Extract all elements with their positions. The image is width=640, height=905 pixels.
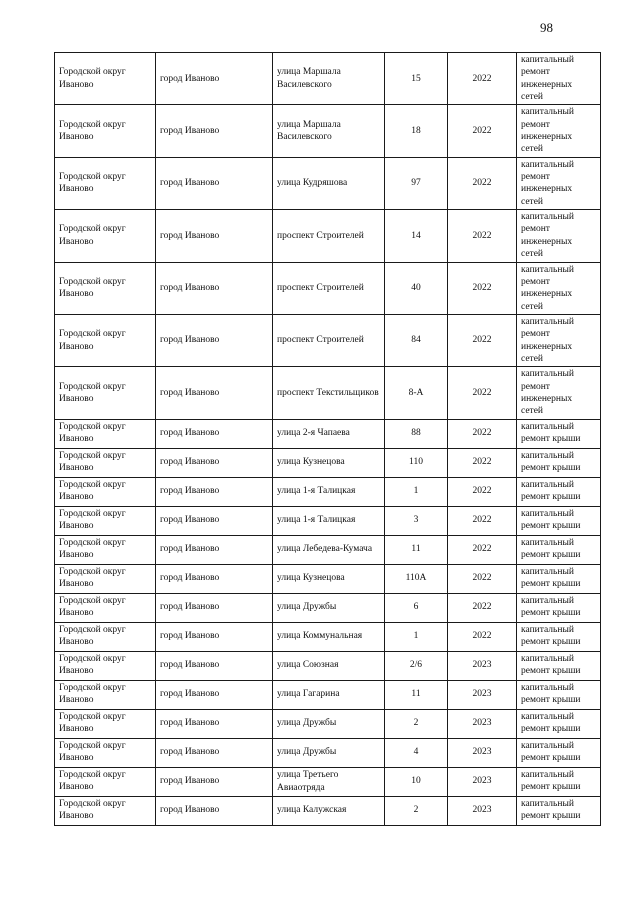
- house-number-cell: 110: [385, 448, 448, 477]
- year-cell: 2022: [448, 564, 517, 593]
- work-type-cell: капитальный ремонт крыши: [517, 448, 601, 477]
- district-cell: Городской округ Иваново: [55, 448, 156, 477]
- district-cell: Городской округ Иваново: [55, 767, 156, 796]
- table-row: [55, 709, 601, 738]
- year-cell: 2022: [448, 448, 517, 477]
- city-cell: город Иваново: [156, 709, 273, 738]
- street-cell: проспект Строителей: [273, 210, 385, 262]
- city-cell: город Иваново: [156, 796, 273, 825]
- district-cell: Городской округ Иваново: [55, 105, 156, 157]
- table-row: [55, 314, 601, 366]
- table-row: [55, 419, 601, 448]
- year-cell: 2022: [448, 210, 517, 262]
- district-cell: Городской округ Иваново: [55, 593, 156, 622]
- year-cell: 2022: [448, 477, 517, 506]
- table-body: [55, 53, 601, 826]
- city-cell: город Иваново: [156, 593, 273, 622]
- year-cell: 2022: [448, 367, 517, 419]
- district-cell: Городской округ Иваново: [55, 709, 156, 738]
- city-cell: город Иваново: [156, 506, 273, 535]
- street-cell: проспект Строителей: [273, 262, 385, 314]
- work-type-cell: капитальный ремонт инженерных сетей: [517, 314, 601, 366]
- table-row: [55, 105, 601, 157]
- work-type-cell: капитальный ремонт крыши: [517, 564, 601, 593]
- house-number-cell: 88: [385, 419, 448, 448]
- house-number-cell: 3: [385, 506, 448, 535]
- city-cell: город Иваново: [156, 564, 273, 593]
- year-cell: 2022: [448, 506, 517, 535]
- work-type-cell: капитальный ремонт крыши: [517, 593, 601, 622]
- street-cell: улица Дружбы: [273, 738, 385, 767]
- city-cell: город Иваново: [156, 419, 273, 448]
- street-cell: улица 1-я Талицкая: [273, 477, 385, 506]
- year-cell: 2022: [448, 105, 517, 157]
- year-cell: 2022: [448, 622, 517, 651]
- city-cell: город Иваново: [156, 53, 273, 105]
- year-cell: 2022: [448, 535, 517, 564]
- work-type-cell: капитальный ремонт крыши: [517, 796, 601, 825]
- house-number-cell: 2: [385, 709, 448, 738]
- year-cell: 2023: [448, 767, 517, 796]
- year-cell: 2022: [448, 157, 517, 209]
- district-cell: Городской округ Иваново: [55, 53, 156, 105]
- house-number-cell: 10: [385, 767, 448, 796]
- table-row: [55, 448, 601, 477]
- district-cell: Городской округ Иваново: [55, 796, 156, 825]
- house-number-cell: 11: [385, 680, 448, 709]
- work-type-cell: капитальный ремонт инженерных сетей: [517, 157, 601, 209]
- table-row: [55, 796, 601, 825]
- work-type-cell: капитальный ремонт крыши: [517, 651, 601, 680]
- city-cell: город Иваново: [156, 622, 273, 651]
- year-cell: 2023: [448, 651, 517, 680]
- city-cell: город Иваново: [156, 535, 273, 564]
- district-cell: Городской округ Иваново: [55, 738, 156, 767]
- house-number-cell: 110А: [385, 564, 448, 593]
- house-number-cell: 1: [385, 622, 448, 651]
- year-cell: 2022: [448, 262, 517, 314]
- house-number-cell: 4: [385, 738, 448, 767]
- house-number-cell: 1: [385, 477, 448, 506]
- house-number-cell: 14: [385, 210, 448, 262]
- street-cell: проспект Строителей: [273, 314, 385, 366]
- table-row: [55, 210, 601, 262]
- year-cell: 2023: [448, 738, 517, 767]
- house-number-cell: 84: [385, 314, 448, 366]
- district-cell: Городской округ Иваново: [55, 651, 156, 680]
- street-cell: улица Союзная: [273, 651, 385, 680]
- work-type-cell: капитальный ремонт инженерных сетей: [517, 53, 601, 105]
- work-type-cell: капитальный ремонт крыши: [517, 622, 601, 651]
- work-type-cell: капитальный ремонт крыши: [517, 419, 601, 448]
- city-cell: город Иваново: [156, 448, 273, 477]
- district-cell: Городской округ Иваново: [55, 367, 156, 419]
- house-number-cell: 11: [385, 535, 448, 564]
- table-row: [55, 680, 601, 709]
- work-type-cell: капитальный ремонт крыши: [517, 738, 601, 767]
- year-cell: 2022: [448, 419, 517, 448]
- work-type-cell: капитальный ремонт крыши: [517, 477, 601, 506]
- street-cell: улица Кудряшова: [273, 157, 385, 209]
- work-type-cell: капитальный ремонт крыши: [517, 680, 601, 709]
- house-number-cell: 15: [385, 53, 448, 105]
- year-cell: 2022: [448, 314, 517, 366]
- table-row: [55, 767, 601, 796]
- table-row: [55, 651, 601, 680]
- city-cell: город Иваново: [156, 105, 273, 157]
- table-row: [55, 367, 601, 419]
- street-cell: улица Маршала Василевского: [273, 53, 385, 105]
- table-row: [55, 564, 601, 593]
- street-cell: улица Маршала Василевского: [273, 105, 385, 157]
- city-cell: город Иваново: [156, 767, 273, 796]
- street-cell: улица Калужская: [273, 796, 385, 825]
- district-cell: Городской округ Иваново: [55, 314, 156, 366]
- city-cell: город Иваново: [156, 367, 273, 419]
- district-cell: Городской округ Иваново: [55, 680, 156, 709]
- year-cell: 2023: [448, 796, 517, 825]
- street-cell: улица Третьего Авиаотряда: [273, 767, 385, 796]
- street-cell: улица Кузнецова: [273, 448, 385, 477]
- district-cell: Городской округ Иваново: [55, 262, 156, 314]
- year-cell: 2022: [448, 53, 517, 105]
- house-number-cell: 2: [385, 796, 448, 825]
- work-type-cell: капитальный ремонт крыши: [517, 535, 601, 564]
- table-row: [55, 262, 601, 314]
- street-cell: улица Дружбы: [273, 593, 385, 622]
- year-cell: 2023: [448, 680, 517, 709]
- district-cell: Городской округ Иваново: [55, 477, 156, 506]
- city-cell: город Иваново: [156, 157, 273, 209]
- district-cell: Городской округ Иваново: [55, 157, 156, 209]
- work-type-cell: капитальный ремонт инженерных сетей: [517, 210, 601, 262]
- house-number-cell: 40: [385, 262, 448, 314]
- work-type-cell: капитальный ремонт инженерных сетей: [517, 367, 601, 419]
- house-number-cell: 8-А: [385, 367, 448, 419]
- year-cell: 2022: [448, 593, 517, 622]
- city-cell: город Иваново: [156, 680, 273, 709]
- city-cell: город Иваново: [156, 210, 273, 262]
- street-cell: улица 1-я Талицкая: [273, 506, 385, 535]
- house-number-cell: 97: [385, 157, 448, 209]
- district-cell: Городской округ Иваново: [55, 535, 156, 564]
- street-cell: улица Коммунальная: [273, 622, 385, 651]
- table-row: [55, 477, 601, 506]
- city-cell: город Иваново: [156, 738, 273, 767]
- street-cell: проспект Текстильщиков: [273, 367, 385, 419]
- table-row: [55, 622, 601, 651]
- street-cell: улица Лебедева-Кумача: [273, 535, 385, 564]
- table-row: [55, 53, 601, 105]
- street-cell: улица Гагарина: [273, 680, 385, 709]
- street-cell: улица Кузнецова: [273, 564, 385, 593]
- house-number-cell: 2/6: [385, 651, 448, 680]
- street-cell: улица Дружбы: [273, 709, 385, 738]
- table-row: [55, 506, 601, 535]
- city-cell: город Иваново: [156, 314, 273, 366]
- table-row: [55, 157, 601, 209]
- repair-schedule-table: [54, 52, 601, 826]
- street-cell: улица 2-я Чапаева: [273, 419, 385, 448]
- district-cell: Городской округ Иваново: [55, 419, 156, 448]
- work-type-cell: капитальный ремонт крыши: [517, 767, 601, 796]
- city-cell: город Иваново: [156, 651, 273, 680]
- district-cell: Городской округ Иваново: [55, 506, 156, 535]
- city-cell: город Иваново: [156, 477, 273, 506]
- work-type-cell: капитальный ремонт крыши: [517, 506, 601, 535]
- year-cell: 2023: [448, 709, 517, 738]
- work-type-cell: капитальный ремонт инженерных сетей: [517, 105, 601, 157]
- district-cell: Городской округ Иваново: [55, 564, 156, 593]
- page-number: 98: [540, 20, 553, 35]
- table-row: [55, 738, 601, 767]
- house-number-cell: 6: [385, 593, 448, 622]
- table-row: [55, 593, 601, 622]
- work-type-cell: капитальный ремонт крыши: [517, 709, 601, 738]
- house-number-cell: 18: [385, 105, 448, 157]
- work-type-cell: капитальный ремонт инженерных сетей: [517, 262, 601, 314]
- table-row: [55, 535, 601, 564]
- city-cell: город Иваново: [156, 262, 273, 314]
- district-cell: Городской округ Иваново: [55, 622, 156, 651]
- district-cell: Городской округ Иваново: [55, 210, 156, 262]
